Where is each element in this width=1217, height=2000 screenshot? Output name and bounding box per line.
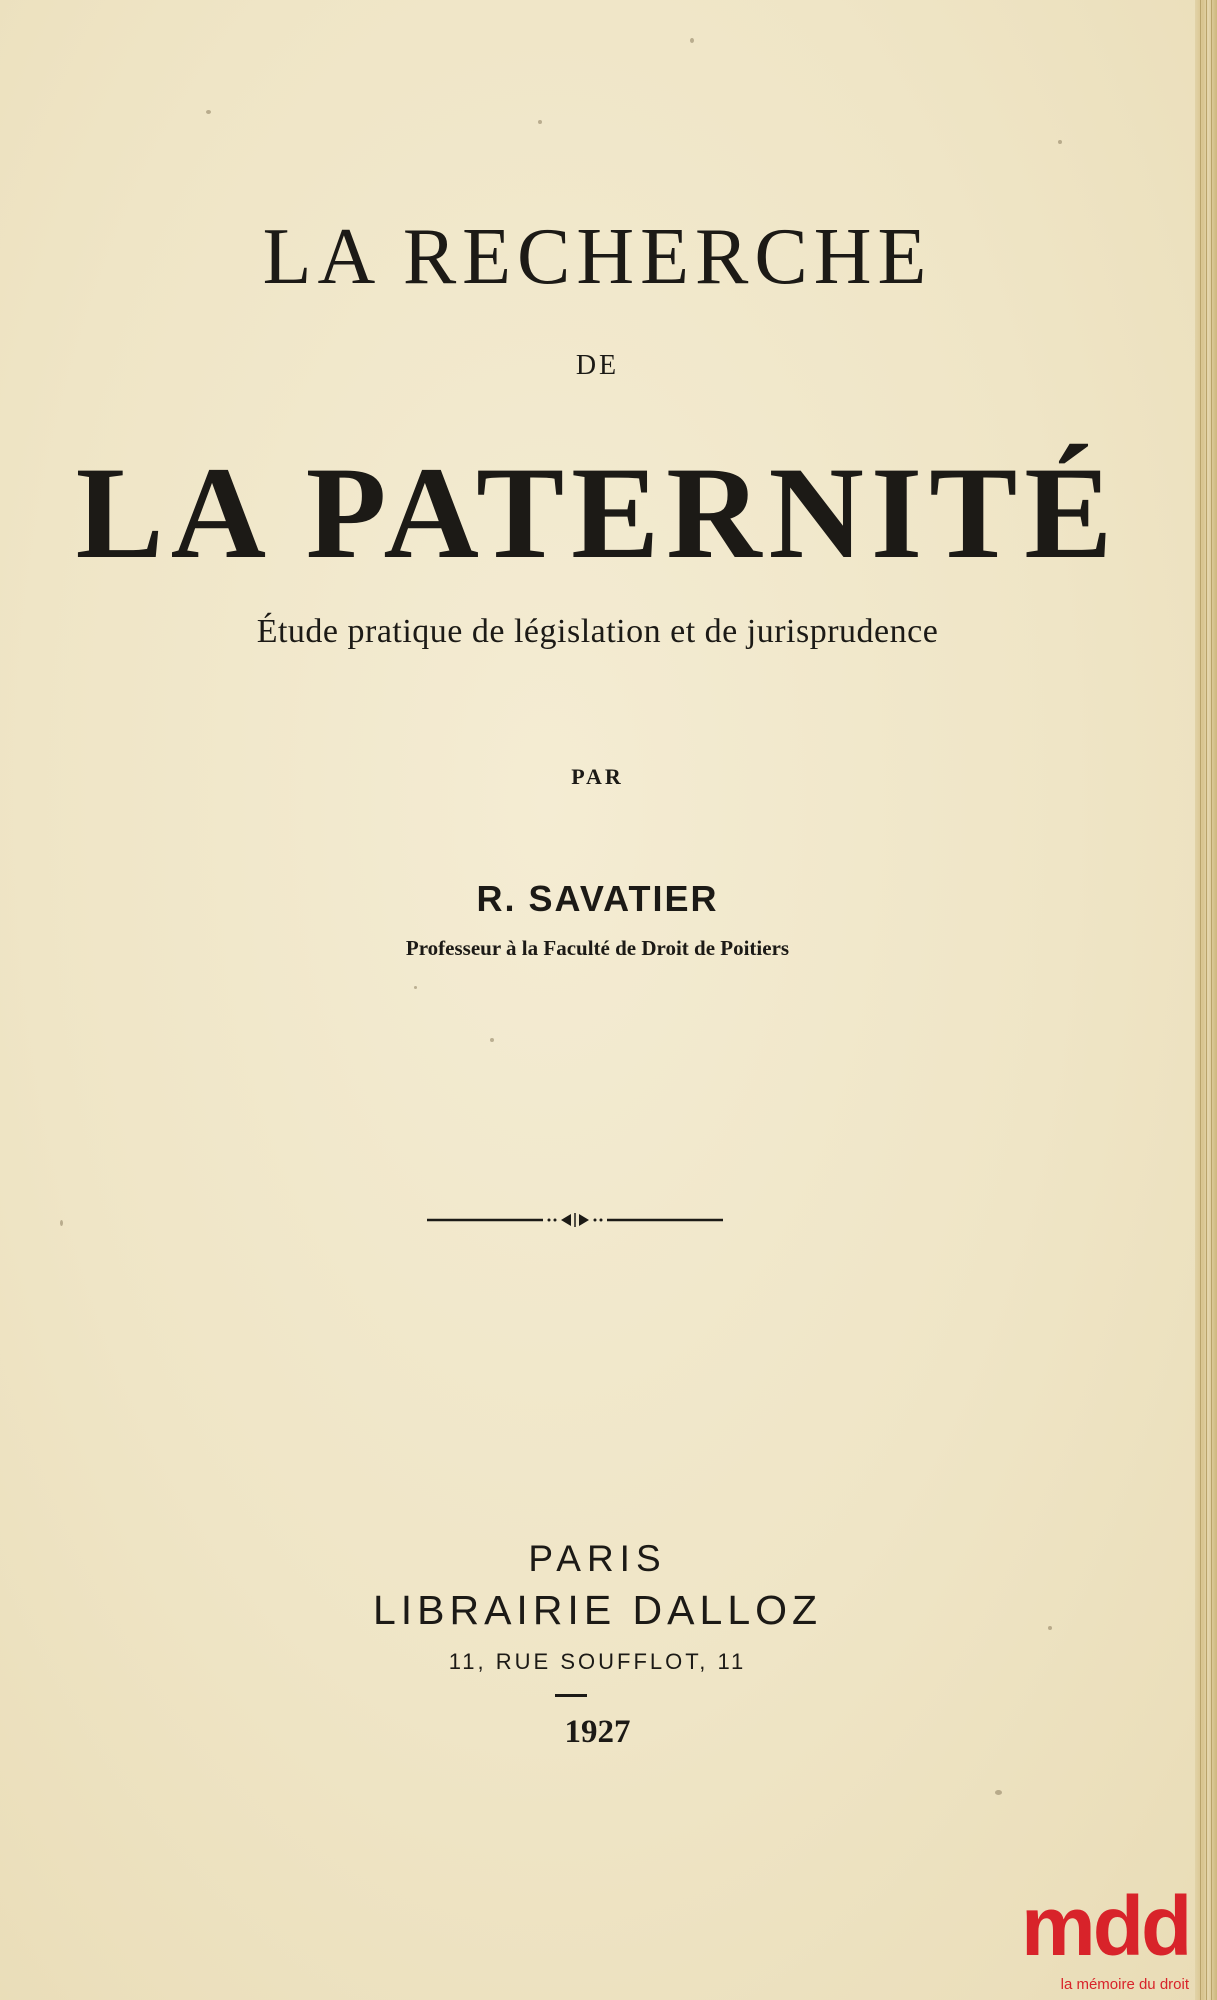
- page-edge: [1195, 0, 1217, 2000]
- paper-speck: [206, 110, 211, 114]
- mdd-logo: [1021, 1879, 1190, 1994]
- imprint-rule: [555, 1694, 587, 1697]
- book-title-line-1: LA RECHERCHE: [262, 213, 933, 301]
- author-affiliation: Professeur à la Faculté de Droit de Poitiers: [405, 936, 790, 960]
- book-title-line-2: LA PATERNITÉ: [75, 439, 1120, 586]
- paper-speck: [1058, 140, 1062, 144]
- paper-speck: [995, 1790, 1002, 1795]
- by-label: PAR: [571, 764, 624, 789]
- paper-speck: [414, 986, 417, 989]
- mdd-logo-caption: la mémoire du droit: [1060, 1976, 1189, 1993]
- publisher-address: 11, RUE SOUFFLOT, 11: [448, 1649, 747, 1674]
- publisher-name: LIBRAIRIE DALLOZ: [372, 1587, 823, 1633]
- publication-year: 1927: [564, 1714, 631, 1750]
- paper-speck: [490, 1038, 494, 1042]
- paper-speck: [538, 120, 542, 124]
- book-subtitle: Étude pratique de législation et de jurisprudence: [256, 613, 939, 650]
- title-connector: DE: [575, 350, 620, 381]
- author-name: R. SAVATIER: [476, 878, 719, 919]
- mdd-logo-mark: mdd: [1021, 1879, 1190, 1973]
- paper-speck: [690, 38, 694, 43]
- ornament-divider: [425, 1210, 725, 1230]
- publication-city: PARIS: [528, 1538, 667, 1579]
- paper-speck: [60, 1220, 63, 1226]
